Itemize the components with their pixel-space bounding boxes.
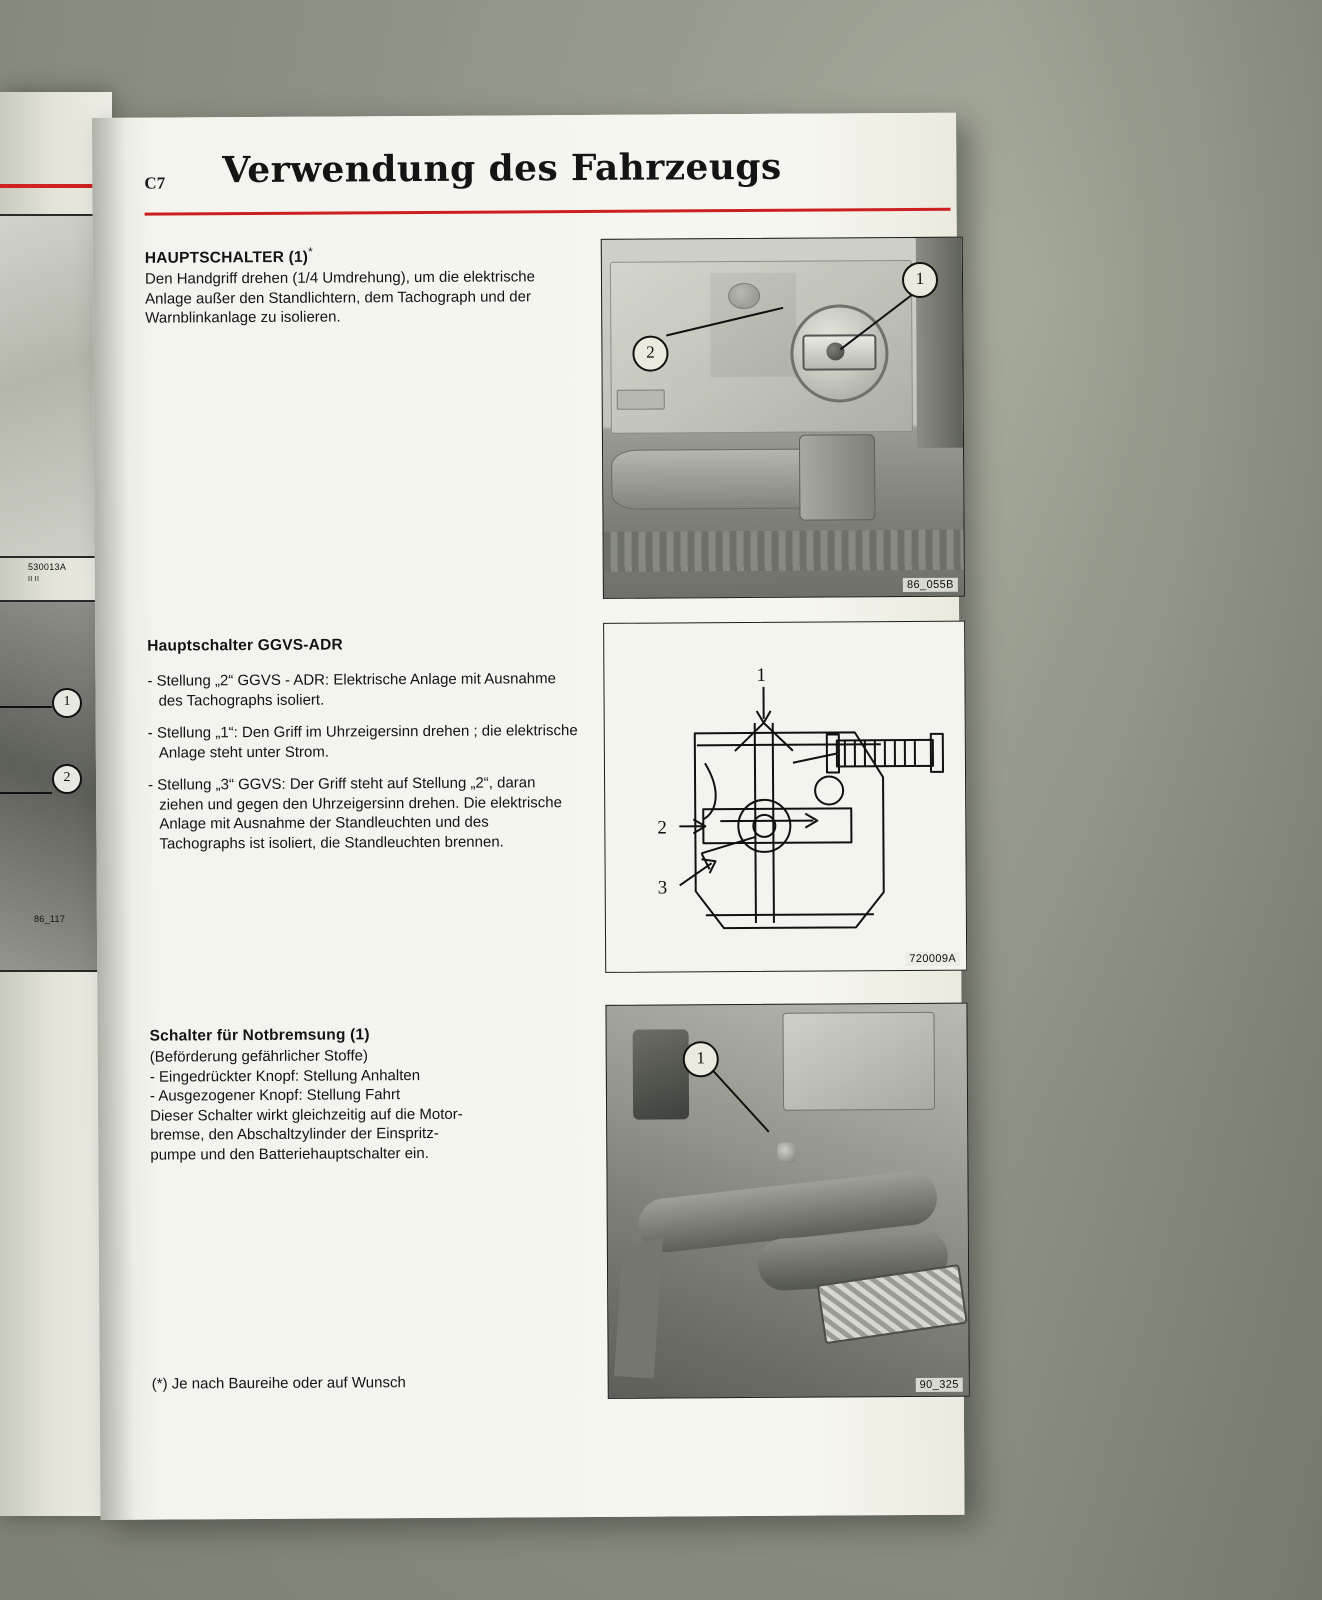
figure-main-switch-photo — [601, 237, 965, 599]
figure-2-callout-3-label: 3 — [657, 877, 668, 899]
desk-shadow — [992, 0, 1322, 1600]
section-notbremsung — [150, 1025, 581, 1165]
figure-1-callout-2: 2 — [632, 335, 668, 371]
page-title: Verwendung des Fahrzeugs — [222, 145, 782, 192]
previous-page-figure-1 — [0, 214, 100, 558]
section-notbremsung-heading: Schalter für Notbremsung (1) — [149, 1026, 370, 1045]
figure-1-grate — [604, 530, 964, 572]
previous-page-leader-2 — [0, 792, 52, 794]
figure-1-hole — [728, 283, 760, 309]
figure-ggvs-adr-diagram — [603, 621, 967, 973]
figure-3-code: 90_325 — [916, 1378, 963, 1392]
page-folio: C7 — [144, 173, 166, 193]
page-footnote: (*) Je nach Baureihe oder auf Wunsch — [151, 1374, 406, 1393]
section-hauptschalter — [145, 243, 575, 328]
section-notbremsung-line-2: - Eingedrückter Knopf: Stellung Anhalten — [149, 1066, 421, 1086]
section-notbremsung-line-5: bremse, den Abschaltzylinder der Einspritz- — [150, 1124, 439, 1144]
figure-3-housing — [782, 1012, 935, 1111]
previous-page-callout-1: 1 — [52, 688, 82, 718]
figure-1-drum — [799, 434, 876, 520]
figure-1-callout-1: 1 — [902, 262, 938, 298]
section-ggvs-adr-heading: Hauptschalter GGVS-ADR — [147, 636, 343, 655]
section-hauptschalter-asterisk: * — [308, 244, 314, 259]
section-ggvs-adr-bullet-2: - Stellung „1“: Den Griff im Uhrzeigersinn drehen ; die elektrische Anlage steht unter Strom. — [147, 722, 578, 762]
figure-3-pipe-bend — [614, 1236, 783, 1386]
figure-3-switch-knob — [777, 1143, 795, 1163]
figure-emergency-brake-photo — [605, 1003, 969, 1399]
section-notbremsung-line-6: pumpe und den Batteriehauptschalter ein. — [150, 1144, 429, 1164]
section-hauptschalter-body: Den Handgriff drehen (1/4 Umdrehung), um die elektrische Anlage außer den Standlichtern, dem Tachograph und der Warnblinkanlage zu isolieren. — [144, 268, 535, 327]
section-ggvs-adr — [147, 635, 578, 854]
section-ggvs-adr-bullet-1: - Stellung „2“ GGVS - ADR: Elektrische Anlage mit Ausnahme des Tachographs isoliert. — [147, 670, 557, 710]
previous-page-figure-1-code: 530013A — [28, 562, 67, 572]
figure-1-code: 86_055B — [903, 578, 958, 592]
previous-page-callout-2: 2 — [52, 764, 82, 794]
figure-3-callout-1: 1 — [683, 1041, 719, 1077]
figure-3-bracket — [633, 1029, 690, 1119]
previous-page-leader-1 — [0, 706, 52, 708]
section-notbremsung-line-4: Dieser Schalter wirkt gleichzeitig auf die Motor- — [150, 1105, 463, 1125]
figure-2-callout-1-label: 1 — [756, 664, 766, 686]
section-hauptschalter-heading — [145, 243, 575, 268]
figure-1-plate — [617, 390, 665, 410]
manual-page — [92, 113, 965, 1520]
figure-1-switch-center — [826, 342, 844, 360]
previous-page-figure-2-code: 86_117 — [34, 914, 66, 924]
figure-2-callout-2-label: 2 — [657, 817, 667, 839]
section-ggvs-adr-bullet-3: - Stellung „3“ GGVS: Der Griff steht auf Stellung „2“, daran ziehen und gegen den Uhrzeigersinn drehen. Die elektrische Anlage mit Ausnahme der Standleuchten und des Tachographs ist isoliert, die Standleuchten brennen. — [148, 774, 563, 853]
figure-2-drawing — [604, 622, 966, 972]
figure-2-code: 720009A — [905, 952, 960, 966]
section-notbremsung-line-1: (Beförderung gefährlicher Stoffe) — [149, 1047, 368, 1066]
previous-page-figure-1-marks: II II — [28, 576, 40, 583]
section-hauptschalter-heading-text: HAUPTSCHALTER (1) — [144, 248, 309, 267]
section-notbremsung-line-3: - Ausgezogener Knopf: Stellung Fahrt — [149, 1086, 401, 1105]
